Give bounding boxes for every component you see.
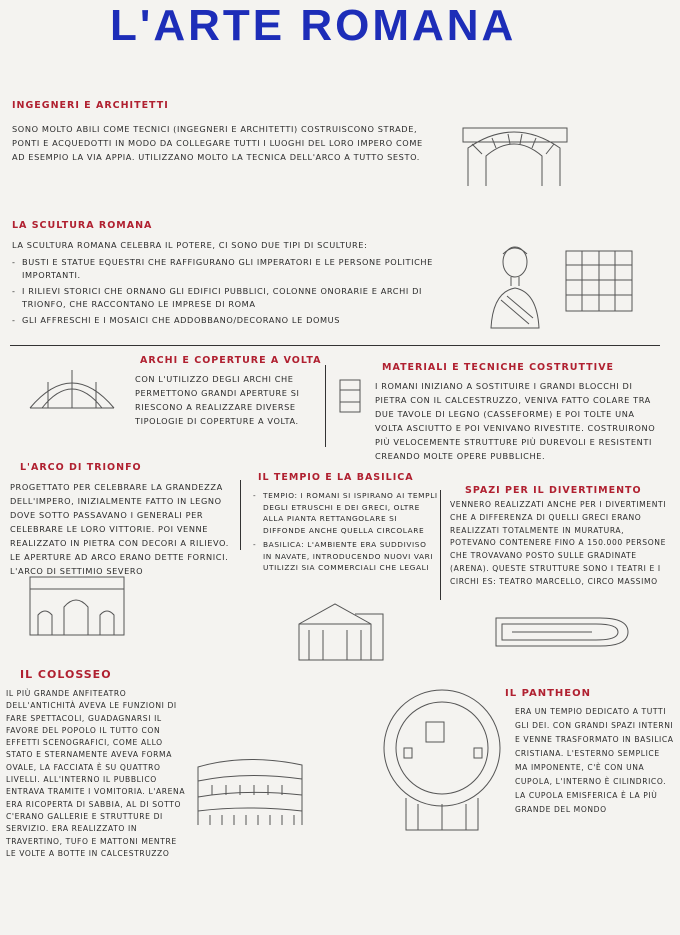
heading-ingegneri: INGEGNERI E ARCHITETTI: [12, 100, 169, 111]
heading-tempio: IL TEMPIO E LA BASILICA: [258, 472, 414, 483]
heading-arco-trionfo: L'ARCO DI TRIONFO: [20, 462, 142, 473]
bust-sketch: [485, 240, 545, 330]
vault-sketch: [28, 362, 118, 412]
text-ingegneri: SONO MOLTO ABILI COME TECNICI (INGEGNERI E ARCHITETTI) COSTRUISCONO STRADE, PONTI E ACQUEDOTTI IN MODO DA COLLEGARE TUTTI I LUOGHI DEL LORO IMPERO COME AD ESEMPIO LA VIA APPIA. UTILIZZANO MOLTO LA TECNICA DELL'ARCO A TUTTO SESTO.: [12, 124, 426, 162]
circus-sketch: [492, 612, 632, 662]
text-pantheon: ERA UN TEMPIO DEDICATO A TUTTI GLI DEI. CON GRANDI SPAZI INTERNI E VENNE TRASFORMATO IN BASILICA CRISTIANA. L'ESTERNO SEMPLICE MA IMPONENTE, C'È CON UNA CUPOLA, L'INTERNO È CILINDRICO. LA CUPOLA EMISFERICA È LA PIÙ GRANDE DEL MONDO: [515, 707, 677, 814]
heading-pantheon: IL PANTHEON: [505, 688, 591, 699]
heading-spazi: SPAZI PER IL DIVERTIMENTO: [465, 485, 642, 496]
relief-sketch: [565, 250, 635, 314]
tempio-bullet: - TEMPIO: I ROMANI SI ISPIRANO AI TEMPLI DEGLI ETRUSCHI E DEI GRECI, OLTRE ALLA PIANTA RETTANGOLARE SI DIFFONDE ANCHE QUELLA CIRCOLARE: [253, 490, 438, 536]
formwork-sketch: [338, 378, 362, 414]
temple-sketch: [295, 600, 387, 662]
heading-colosseo: IL COLOSSEO: [20, 668, 112, 681]
heading-scultura: LA SCULTURA ROMANA: [12, 220, 153, 231]
page-title: L'ARTE ROMANA: [110, 1, 517, 50]
tempio-bullet: - BASILICA: L'AMBIENTE ERA SUDDIVISO IN NAVATE, INTRODUCENDO NUOVI VARI UTILIZZI SIA COMMERCIALI CHE LEGALI: [253, 539, 438, 574]
text-colosseo: IL PIÙ GRANDE ANFITEATRO DELL'ANTICHITÀ AVEVA LE FUNZIONI DI FARE SPETTACOLI, GUADAGNARSI IL FAVORE DEL POPOLO IL TUTTO CON EFFETTI SCENOGRAFICI, COME ALLO STATO E STERNAMENTE AVEVA FORMA OVALE, LA FACCIATA È SU QUATTRO LIVELLI. ALL'INTERNO IL PUBBLICO ENTRAVA TRAMITE I VOMITORIA. L'ARENA ERA RICOPERTA DI SABBIA, AL DI SOTTO C'ERANO GALLERIE E STRUTTURE DI SERVIZIO. ERA REALIZZATO IN TRAVERTINO, TUFO E MATTONI MENTRE LE VOLTE A BOTTE IN CALCESTRUZZO: [6, 689, 189, 858]
divider: [440, 490, 441, 600]
scultura-bullet: - GLI AFFRESCHI E I MOSAICI CHE ADDOBBANO/DECORANO LE DOMUS: [12, 314, 442, 327]
tempio-bullets: [253, 490, 438, 577]
divider: [240, 480, 241, 550]
heading-archi: ARCHI E COPERTURE A VOLTA: [140, 355, 322, 366]
text-arco-trionfo: PROGETTATO PER CELEBRARE LA GRANDEZZA DELL'IMPERO, INIZIALMENTE FATTO IN LEGNO DOVE SOTTO PASSAVANO I GENERALI PER CELEBRARE LE LORO VITTORIE. POI VENNE REALIZZATO IN PIETRA CON DECORI A RILIEVO. LE APERTURE AD ARCO ERANO DETTE FORNICI. L'ARCO DI SETTIMIO SEVERO: [10, 482, 233, 576]
scultura-bullets: [12, 256, 442, 330]
scultura-bullet: - I RILIEVI STORICI CHE ORNANO GLI EDIFICI PUBBLICI, COLONNE ONORARIE E ARCHI DI TRIONFO, CHE RACCONTANO LE IMPRESE DI ROMA: [12, 285, 442, 311]
text-archi: CON L'UTILIZZO DEGLI ARCHI CHE PERMETTONO GRANDI APERTURE SI RIESCONO A REALIZZARE DIVERSE TIPOLOGIE DI COPERTURE A VOLTA.: [135, 374, 303, 426]
heading-materiali: MATERIALI E TECNICHE COSTRUTTIVE: [382, 362, 615, 373]
colosseum-sketch: [196, 755, 306, 827]
divider: [325, 365, 326, 447]
text-spazi: VENNERO REALIZZATI ANCHE PER I DIVERTIMENTI CHE A DIFFERENZA DI QUELLI GRECI ERANO REALIZZATI TOTALMENTE IN MURATURA, POTEVANO CONTENERE FINO A 150.000 PERSONE CHE TROVAVANO POSTO SULLE GRADINATE (ARENA). QUESTE STRUTTURE SONO I TEATRI E I CIRCHI ES: TEATRO MARCELLO, CIRCO MASSIMO: [450, 500, 670, 586]
arch-sketch: [462, 118, 572, 188]
text-materiali: I ROMANI INIZIANO A SOSTITUIRE I GRANDI BLOCCHI DI PIETRA CON IL CALCESTRUZZO, VENIVA FATTO COLARE TRA DUE TAVOLE DI LEGNO (CASSEFORME) E POI TOLTE UNA VOLTA ASCIUTTO E POI VENIVANO RIVESTITE. COSTRUIRONO PIÙ VELOCEMENTE STRUTTURE PIÙ DUREVOLI E RESISTENTI CREANDO MOLTE OPERE PUBBLICHE.: [375, 381, 659, 461]
scultura-bullet: - BUSTI E STATUE EQUESTRI CHE RAFFIGURANO GLI IMPERATORI E LE PERSONE POLITICHE IMPORTANTI.: [12, 256, 442, 282]
divider: [10, 345, 660, 346]
triumphal-arch-sketch: [28, 575, 128, 637]
pantheon-plan-sketch: [382, 686, 502, 836]
text-scultura-intro: LA SCULTURA ROMANA CELEBRA IL POTERE, CI SONO DUE TIPI DI SCULTURE:: [12, 240, 368, 250]
